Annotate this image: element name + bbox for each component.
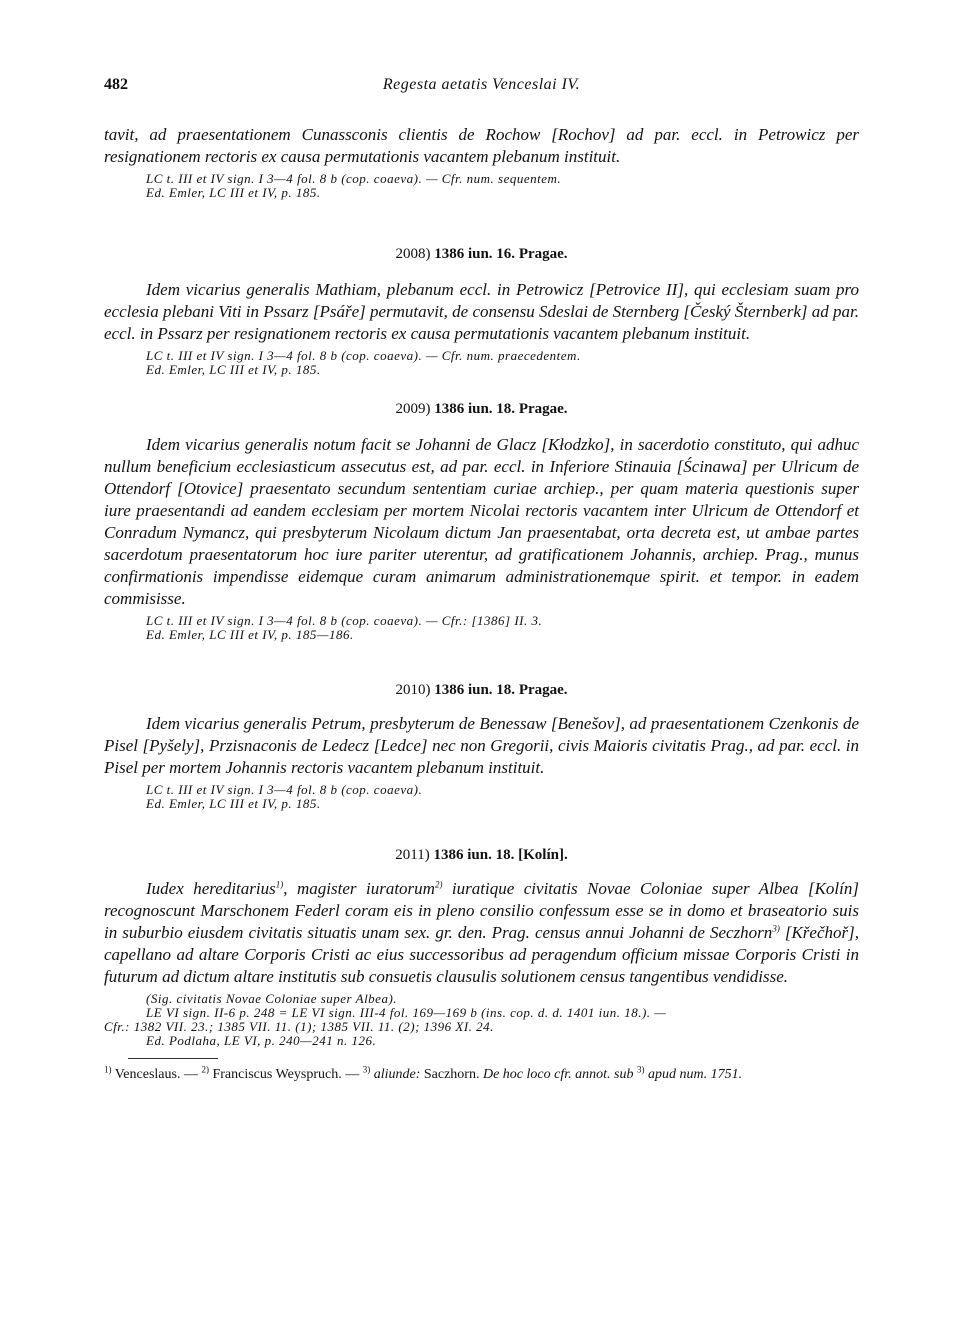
entry-date: 1386 iun. 18. [433,847,515,863]
entry-number: 2010) [395,682,431,698]
text-run: iuratique civitatis Novae Coloniae super Albea [Kolín] recognoscunt Marschonem Federl coram eis in pleno consilio confessum esse se in domo et braseatorio suis in suburbio eiusdem civitatis situatis unam sex. gr. den. Prag. census annui Johanni de Seczhorn [104,879,859,942]
source-line: Ed. Emler, LC III et IV, p. 185. [146,362,321,377]
source-line: LC t. III et IV sign. I 3—4 fol. 8 b (cop. coaeva). [146,782,423,797]
entry-sources-2011 [104,992,859,1048]
entry-sources-2009 [146,614,859,642]
text-run: Iudex hereditarius [146,879,276,898]
text-run: , magister iuratorum [283,879,435,898]
source-line: Ed. Podlaha, LE VI, p. 240—241 n. 126. [146,1033,377,1048]
entry-text-2011 [104,878,859,988]
footnote-text: Venceslaus. — [111,1067,202,1082]
footnote-text: Franciscus Weyspruch. — [208,1067,363,1082]
entry-heading-2008 [104,246,859,263]
footnote-text: aliunde: [370,1067,421,1082]
entry-heading-2010 [104,682,859,699]
footnote-ref[interactable]: 1) [275,879,284,890]
source-line: LC t. III et IV sign. I 3—4 fol. 8 b (cop. coaeva). — Cfr. num. sequentem. [146,171,562,186]
entry-sources-2010 [146,783,859,811]
entry-place: Pragae. [518,246,568,262]
footnote-text: Saczhorn. [420,1067,480,1082]
entry-place: [Kolín]. [518,847,568,863]
text-run: [Křečhoř], capellano ad altare Corporis Cristi ac eius successoribus ad peragendum officium missae Corporis Cristi in futurum ad dictum altare institutis sub consuetis clausulis solutionem census tangentibus vendidisse. [104,923,859,986]
entry-text-2009: Idem vicarius generalis notum facit se Johanni de Glacz [Kłodzko], in sacerdotio constituto, qui adhuc nullum beneficium ecclesiasticum assecutus est, ad par. eccl. in Inferiore Stinauia [Ścinawa] per Ulricum de Ottendorf [Otovice] praesentato secundum sententiam curiae archiep., per quam materia questionis super iure praesentandi ad eandem ecclesiam per mortem Nicolai rectoris vacantem inter Ulricum de Ottendorf et Conradum Nymancz, qui presbyterum Nicolaum dictum Jan praesentabat, orta decreta est, ut ambae partes sacerdotum praesentatorum hoc iure pariter uterentur, ad gratificationem Johannis, archiep. Prag., munus confirmationis impendisse eidemque curam animarum administrationemque spirit. et tempor. in eadem commisisse. [104,435,859,608]
entry-sources-2008 [146,349,859,377]
entry-text-2008: Idem vicarius generalis Mathiam, plebanum eccl. in Petrowicz [Petrovice II], qui ecclesiam suam pro ecclesia plebani Viti in Pssarz [Psáře] permutavit, de consensu Sdeslai de Sternberg [Český Šternberk] ad par. eccl. in Pssarz per resignationem rectoris ex causa permutationis vacantem plebanum instituit. [104,280,859,343]
footnote-ref[interactable]: 3) [772,923,780,934]
entry-number: 2009) [395,401,431,417]
footnotes [104,1064,859,1083]
entry-date: 1386 iun. 18. [434,401,516,417]
intro-sources [146,172,859,200]
source-line: LE VI sign. II-6 p. 248 = LE VI sign. III-4 fol. 169—169 b (ins. cop. d. d. 1401 iun. 18.). — [146,1005,667,1020]
footnote-marker: 2) [201,1064,209,1075]
running-head: Regesta aetatis Venceslai IV. [382,76,581,93]
entry-place: Pragae. [518,682,568,698]
entry-heading-2009 [104,401,859,418]
page [104,76,859,1083]
page-number: 482 [104,76,128,93]
entry-heading-2011 [104,847,859,864]
entry-number: 2011) [395,847,430,863]
footnote-marker: 1) [104,1064,112,1075]
footnote-marker: 3) [362,1064,371,1075]
entry-date: 1386 iun. 18. [434,682,516,698]
entry-place: Pragae. [518,401,568,417]
source-line: LC t. III et IV sign. I 3—4 fol. 8 b (cop. coaeva). — Cfr.: [1386] II. 3. [146,613,543,628]
source-line: Ed. Emler, LC III et IV, p. 185—186. [146,627,354,642]
entry-text-2010: Idem vicarius generalis Petrum, presbyterum de Benessaw [Benešov], ad praesentationem Czenkonis de Pisel [Pyšely], Przisnaconis de Ledecz [Ledce] nec non Gregorii, civis Maioris civitatis Prag., ad par. eccl. in Pisel per mortem Johannis rectoris vacantem plebanum instituit. [104,714,859,777]
footnote-divider [128,1058,218,1059]
footnote-marker: 3) [636,1064,645,1075]
source-line: (Sig. civitatis Novae Coloniae super Albea). [146,991,398,1006]
source-line: Ed. Emler, LC III et IV, p. 185. [146,185,321,200]
page-header [104,76,859,102]
footnote-text: De hoc loco cfr. annot. sub [479,1067,637,1082]
footnote-text: apud num. 1751. [644,1067,743,1082]
entry-number: 2008) [395,246,431,262]
footnote-ref[interactable]: 2) [434,879,443,890]
entry-date: 1386 iun. 16. [434,246,516,262]
source-line: Ed. Emler, LC III et IV, p. 185. [146,796,321,811]
source-line: Cfr.: 1382 VII. 23.; 1385 VII. 11. (1); 1385 VII. 11. (2); 1396 XI. 24. [104,1019,494,1034]
source-line: LC t. III et IV sign. I 3—4 fol. 8 b (cop. coaeva). — Cfr. num. praecedentem. [146,348,581,363]
intro-text: tavit, ad praesentationem Cunassconis clientis de Rochow [Rochov] ad par. eccl. in Petrowicz per resignationem rectoris ex causa permutationis vacantem plebanum instituit. [104,125,859,166]
